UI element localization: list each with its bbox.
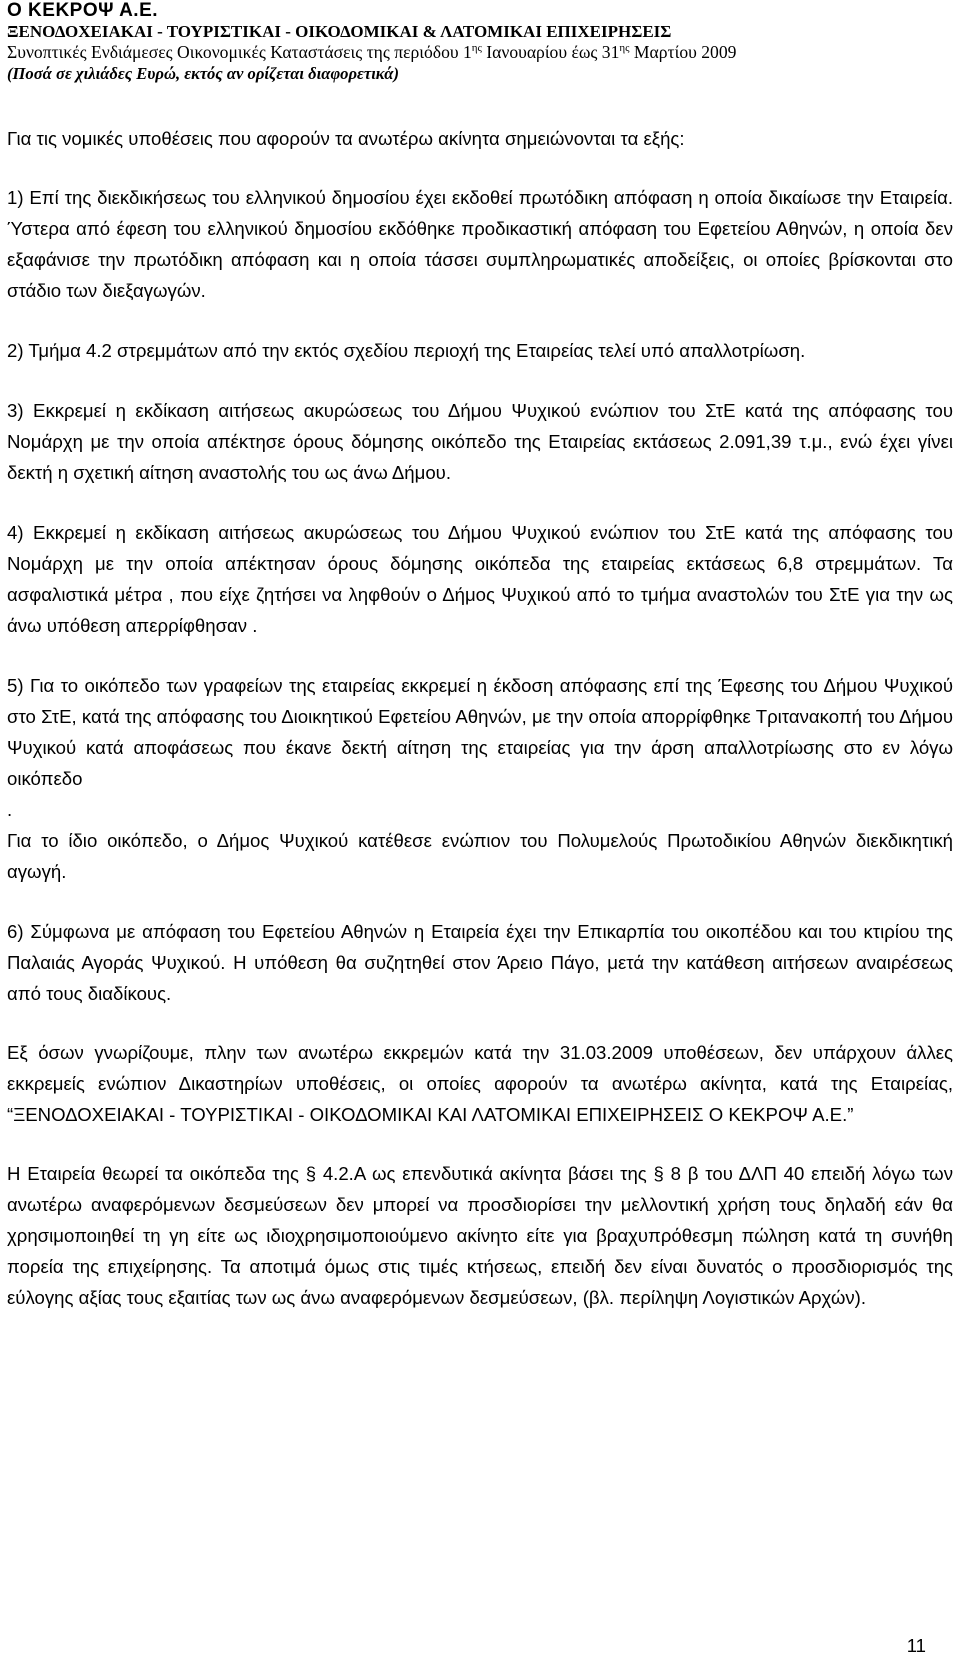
statement-title-suffix: Μαρτίου 2009: [629, 42, 737, 63]
currency-note: (Ποσά σε χιλιάδες Ευρώ, εκτός αν ορίζεται διαφορετικά): [7, 63, 399, 83]
company-name: Ο ΚΕΚΡΟΨ Α.Ε.: [7, 0, 159, 21]
statement-title-sup-2: ης: [619, 42, 630, 55]
document-body: [7, 123, 953, 1313]
intro-paragraph: Για τις νομικές υποθέσεις που αφορούν τα ανωτέρω ακίνητα σημειώνονται τα εξής:: [7, 128, 685, 150]
closing-paragraph: Η Εταιρεία θεωρεί τα οικόπεδα της § 4.2.Α ως επενδυτικά ακίνητα βάσει της § 8 β του ΔΛΠ 40 επειδή λόγω των ανωτέρω αναφερόμενων δεσμεύσεων δεν μπορεί να προσδιορίσει την μελλοντική χρήση τους δηλαδή εάν θα χρησιμοποιηθεί τη γη είτε ως ιδιοχρησιμοποιούμενο ακίνητο είτε για βραχυπρόθεσμη πώληση κατά τη συνήθη πορεία της επιχείρησης. Τα αποτιμά όμως στις τιμές κτήσεως, επειδή δεν είναι δυνατός ο προσδιορισμός της εύλογης αξίας τους εξαιτίας των ως άνω αναφερόμενων δεσμεύσεων, (βλ. περίληψη Λογιστικών Αρχών).: [7, 1163, 953, 1309]
summary-paragraph: Εξ όσων γνωρίζουμε, πλην των ανωτέρω εκκρεμών κατά την 31.03.2009 υποθέσεων, δεν υπάρχουν άλλες εκκρεμείς ενώπιον Δικαστηρίων υποθέσεις, οι οποίες αφορούν τα ανωτέρω ακίνητα, κατά της Εταιρείας, “ΞΕΝΟΔΟΧΕΙΑΚΑΙ - ΤΟΥΡΙΣΤΙΚΑΙ - ΟΙΚΟΔΟΜΙΚΑΙ ΚΑΙ ΛΑΤΟΜΙΚΑΙ ΕΠΙΧΕΙΡΗΣΕΙΣ Ο ΚΕΚΡΟΨ Α.Ε.”: [7, 1042, 953, 1126]
statement-title-prefix: Συνοπτικές Ενδιάμεσες Οικονομικές Καταστάσεις της περιόδου 1: [7, 42, 472, 63]
statement-title-middle: Ιανουαρίου έως 31: [481, 42, 620, 63]
page-number: 11: [906, 1635, 926, 1656]
legal-case-3: 3) Εκκρεμεί η εκδίκαση αιτήσεως ακυρώσεως του Δήμου Ψυχικού ενώπιον του ΣτΕ κατά της απόφασης του Νομάρχη με την οποία απέκτησε όρους δόμησης οικόπεδο της Εταιρείας εκτάσεως 2.091,39 τ.μ., ενώ έχει γίνει δεκτή η σχετική αίτηση αναστολής του ως άνω Δήμου.: [7, 400, 953, 484]
company-full-title: ΞΕΝΟΔΟΧΕΙΑΚΑΙ - ΤΟΥΡΙΣΤΙΚΑΙ - ΟΙΚΟΔΟΜΙΚΑΙ & ΛΑΤΟΜΙΚΑΙ ΕΠΙΧΕΙΡΗΣΕΙΣ: [7, 22, 672, 42]
document-header: [7, 0, 953, 83]
legal-case-2: 2) Τμήμα 4.2 στρεμμάτων από την εκτός σχεδίου περιοχή της Εταιρείας τελεί υπό απαλλοτρίωση.: [7, 340, 806, 362]
legal-case-1: 1) Επί της διεκδικήσεως του ελληνικού δημοσίου έχει εκδοθεί πρωτόδικη απόφαση η οποία δικαίωσε την Εταιρεία. Ύστερα από έφεση του ελληνικού δημοσίου εκδόθηκε προδικαστική απόφαση του Εφετείου Αθηνών, η οποία δεν εξαφάνισε την πρωτόδικη απόφαση και η οποία τάσσει συμπληρωματικές αποδείξεις, οι οποίες βρίσκονται στο στάδιο των διεξαγωγών.: [7, 187, 953, 302]
legal-case-6: 6) Σύμφωνα με απόφαση του Εφετείου Αθηνών η Εταιρεία έχει την Επικαρπία του οικοπέδου και του κτιρίου της Παλαιάς Αγοράς Ψυχικού. Η υπόθεση θα συζητηθεί στον Άρειο Πάγο, μετά την κατάθεση αιτήσεων αναιρέσεως από τους διαδίκους.: [7, 921, 953, 1005]
statement-title-sup-1: ης: [471, 42, 482, 55]
statement-title: [7, 42, 953, 63]
legal-case-5-continuation: Για το ίδιο οικόπεδο, ο Δήμος Ψυχικού κατέθεσε ενώπιον του Πολυμελούς Πρωτοδικίου Αθηνών διεκδικητική αγωγή.: [7, 830, 953, 883]
legal-case-4: 4) Εκκρεμεί η εκδίκαση αιτήσεως ακυρώσεως του Δήμου Ψυχικού ενώπιον του ΣτΕ κατά της απόφασης του Νομάρχη με την οποία απέκτησαν όρους δόμησης οικόπεδα της εταιρείας εκτάσεως 6,8 στρεμμάτων. Τα ασφαλιστικά μέτρα , που είχε ζητήσει να ληφθούν ο Δήμος Ψυχικού από το τμήμα αναστολών του ΣτΕ για την ως άνω υπόθεση απερρίφθησαν .: [7, 522, 953, 637]
legal-case-5-period: .: [7, 799, 13, 821]
legal-case-5: 5) Για το οικόπεδο των γραφείων της εταιρείας εκκρεμεί η έκδοση απόφασης επί της Έφεσης του Δήμου Ψυχικού στο ΣτΕ, κατά της απόφασης του Διοικητικού Εφετείου Αθηνών, με την οποία απορρίφθηκε Τριτανακοπή του Δήμου Ψυχικού κατά αποφάσεως που έκανε δεκτή αίτηση της εταιρείας για την άρση απαλλοτρίωσης στο εν λόγω οικόπεδο: [7, 675, 953, 790]
document-page: [7, 0, 953, 1313]
